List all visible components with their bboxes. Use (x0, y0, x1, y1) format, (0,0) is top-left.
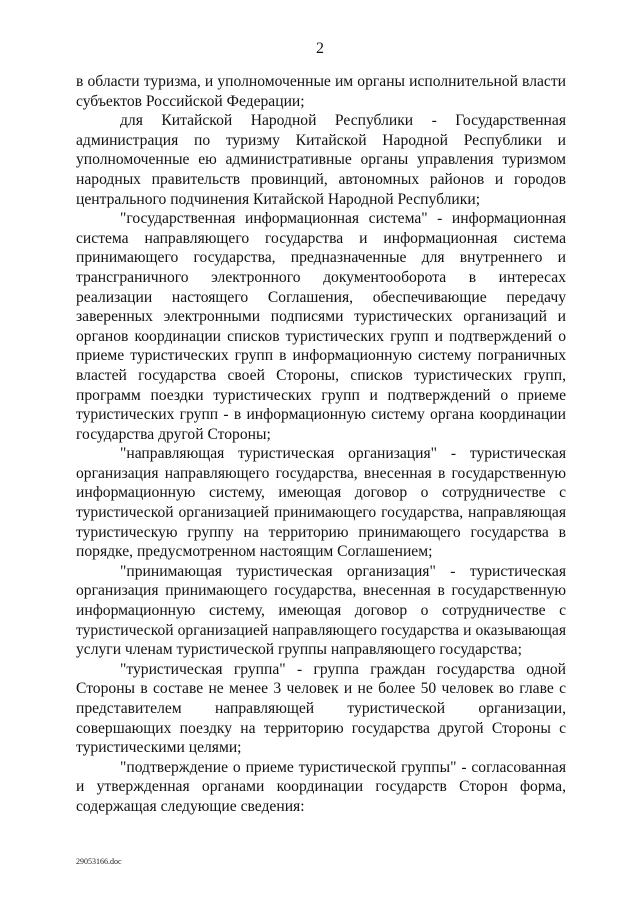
paragraph-continuation: в области туризма, и уполномоченные им органы исполнительной власти субъектов Российской Федерации; (76, 73, 566, 110)
paragraph-confirmation: "подтверждение о приеме туристической группы" - согласованная и утвержденная органами координации государств Сторон форма, содержащая следующие сведения: (76, 758, 566, 815)
file-name-footer: 29053166.doc (76, 857, 122, 866)
page-number: 2 (316, 40, 324, 57)
paragraph-tourist-group: "туристическая группа" - группа граждан государства одной Стороны в составе не менее 3 человек и не более 50 человек во главе с представителем направляющей туристической организации, совершающих поездку на территорию государства другой Стороны с туристическими целями; (76, 660, 566, 757)
paragraph-china-authority: для Китайской Народной Республики - Государственная администрация по туризму Китайской Народной Республики и уполномоченные ею административные органы управления туризмом народных правительств провинций, автономных районов и городов центрального подчинения Китайской Народной Республики; (76, 112, 566, 208)
paragraph-receiving-organization: "принимающая туристическая организация" - туристическая организация принимающего государства, внесенная в государственную информационную систему, имеющая договор о сотрудничестве с туристической организацией направляющего государства и оказывающая услуги членам туристической группы направляющего государства; (76, 562, 566, 659)
paragraph-state-info-system: "государственная информационная система" - информационная система направляющего государства и информационная система принимающего государства, предназначенные для внутреннего и трансграничного электронного документооборота в интересах реализации настоящего Соглашения, обеспечивающие передачу заверенных электронными подписями туристических организаций и органов координации списков туристических групп и подтверждений о приеме туристических групп в информационную систему пограничных властей государства своей Стороны, списков туристических групп, программ поездки туристических групп и подтверждений о приеме туристических групп - в информационную систему органа координации государства другой Стороны; (76, 210, 566, 443)
paragraph-sending-organization: "направляющая туристическая организация" - туристическая организация направляющего государства, внесенная в государственную информационную систему, имеющая договор о сотрудничестве с туристической организацией принимающего государства, направляющая туристическую группу на территорию принимающего государства в порядке, предусмотренном настоящим Соглашением; (76, 445, 566, 561)
document-body (76, 72, 566, 817)
